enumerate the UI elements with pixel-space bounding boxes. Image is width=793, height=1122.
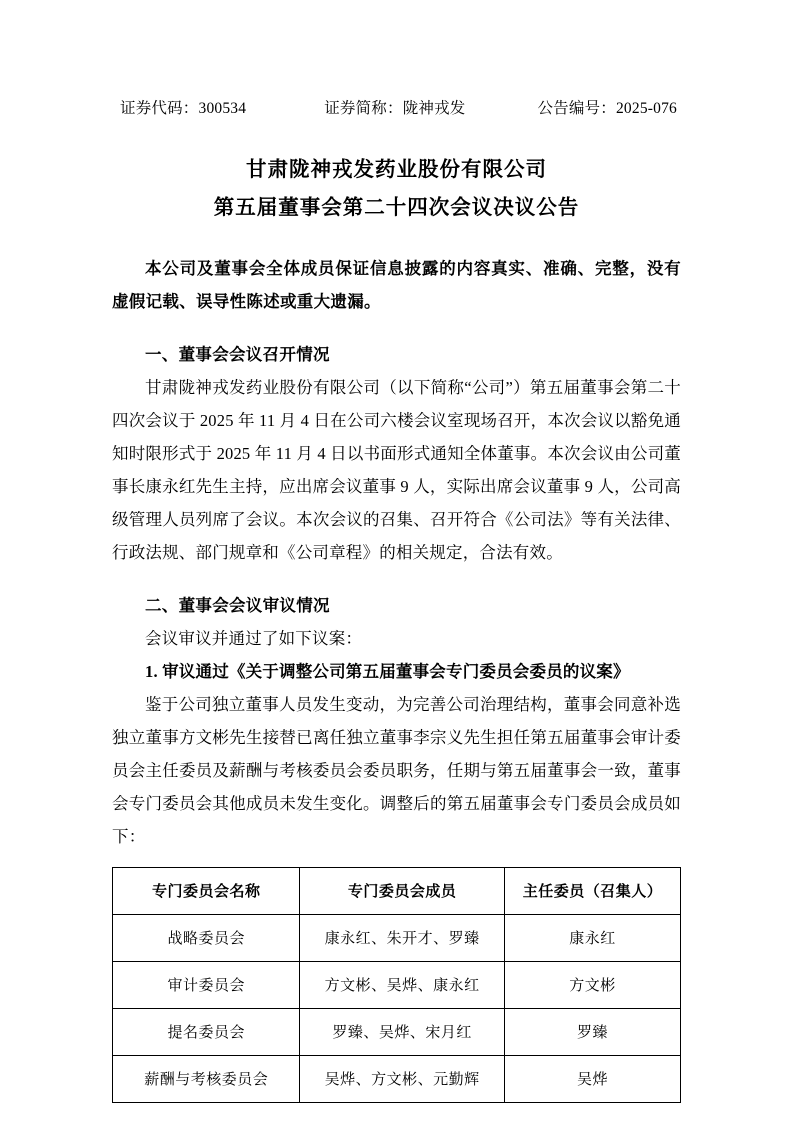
section-heading-meeting-convening: 一、董事会会议召开情况 xyxy=(145,344,330,364)
section-paragraph-meeting-convening: 甘肃陇神戎发药业股份有限公司（以下简称“公司”）第五届董事会第二十四次会议于 2025 年 11 月 4 日在公司六楼会议室现场召开，本次会议以豁免通知时限形式于 2025 年 11 月 4 日以书面形式通知全体董事。本次会议由公司董事长康永红先生主持，应出席会议董事 9 人，实际出席会议董事 9 人，公司高级管理人员列席了会议。本次会议的召集、召开符合《公司法》等有关法律、行政法规、部门规章和《公司章程》的相关规定，合法有效。 xyxy=(112,377,681,562)
security-abbreviation: 证券简称：陇神戎发 xyxy=(324,100,466,117)
proposal-heading: 1. 审议通过《关于调整公司第五届董事会专门委员会委员的议案》 xyxy=(145,661,630,681)
cell-chair: 方文彬 xyxy=(504,961,680,1008)
table-row xyxy=(113,1008,681,1055)
page-title-line-2: 第五届董事会第二十四次会议决议公告 xyxy=(213,196,580,219)
cell-committee-name: 薪酬与考核委员会 xyxy=(113,1055,300,1102)
section-heading-meeting-deliberation: 二、董事会会议审议情况 xyxy=(145,595,330,615)
cell-committee-members: 方文彬、吴烨、康永红 xyxy=(300,961,504,1008)
table-header-row xyxy=(113,867,681,914)
security-code: 证券代码：300534 xyxy=(120,100,247,117)
section-paragraph-meeting-deliberation: 会议审议并通过了如下议案： xyxy=(145,628,363,648)
committee-table xyxy=(112,867,681,1103)
proposal-paragraph: 鉴于公司独立董事人员发生变动，为完善公司治理结构，董事会同意补选独立董事方文彬先生接替已离任独立董事李宗义先生担任第五届董事会审计委员会主任委员及薪酬与考核委员会委员职务，任期与第五届董事会一致，董事会专门委员会其他成员未发生变化。调整后的第五届董事会专门委员会成员如下： xyxy=(112,694,681,846)
table-header-committee-members: 专门委员会成员 xyxy=(300,867,504,914)
table-row xyxy=(113,914,681,961)
cell-committee-members: 康永红、朱开才、罗臻 xyxy=(300,914,504,961)
cell-committee-members: 罗臻、吴烨、宋月红 xyxy=(300,1008,504,1055)
document-header xyxy=(112,96,681,118)
cell-chair: 罗臻 xyxy=(504,1008,680,1055)
cell-committee-name: 审计委员会 xyxy=(113,961,300,1008)
table-row xyxy=(113,1055,681,1102)
page-title xyxy=(112,152,681,228)
cell-committee-members: 吴烨、方文彬、元勤辉 xyxy=(300,1055,504,1102)
page-title-line-1: 甘肃陇神戎发药业股份有限公司 xyxy=(246,159,547,181)
table-row xyxy=(113,961,681,1008)
table-header-chair: 主任委员（召集人） xyxy=(504,867,680,914)
cell-chair: 吴烨 xyxy=(504,1055,680,1102)
disclosure-statement: 本公司及董事会全体成员保证信息披露的内容真实、准确、完整，没有虚假记载、误导性陈述或重大遗漏。 xyxy=(112,258,681,311)
table-header-committee-name: 专门委员会名称 xyxy=(113,867,300,914)
cell-committee-name: 提名委员会 xyxy=(113,1008,300,1055)
cell-chair: 康永红 xyxy=(504,914,680,961)
cell-committee-name: 战略委员会 xyxy=(113,914,300,961)
announcement-number: 公告编号：2025-076 xyxy=(537,100,677,117)
